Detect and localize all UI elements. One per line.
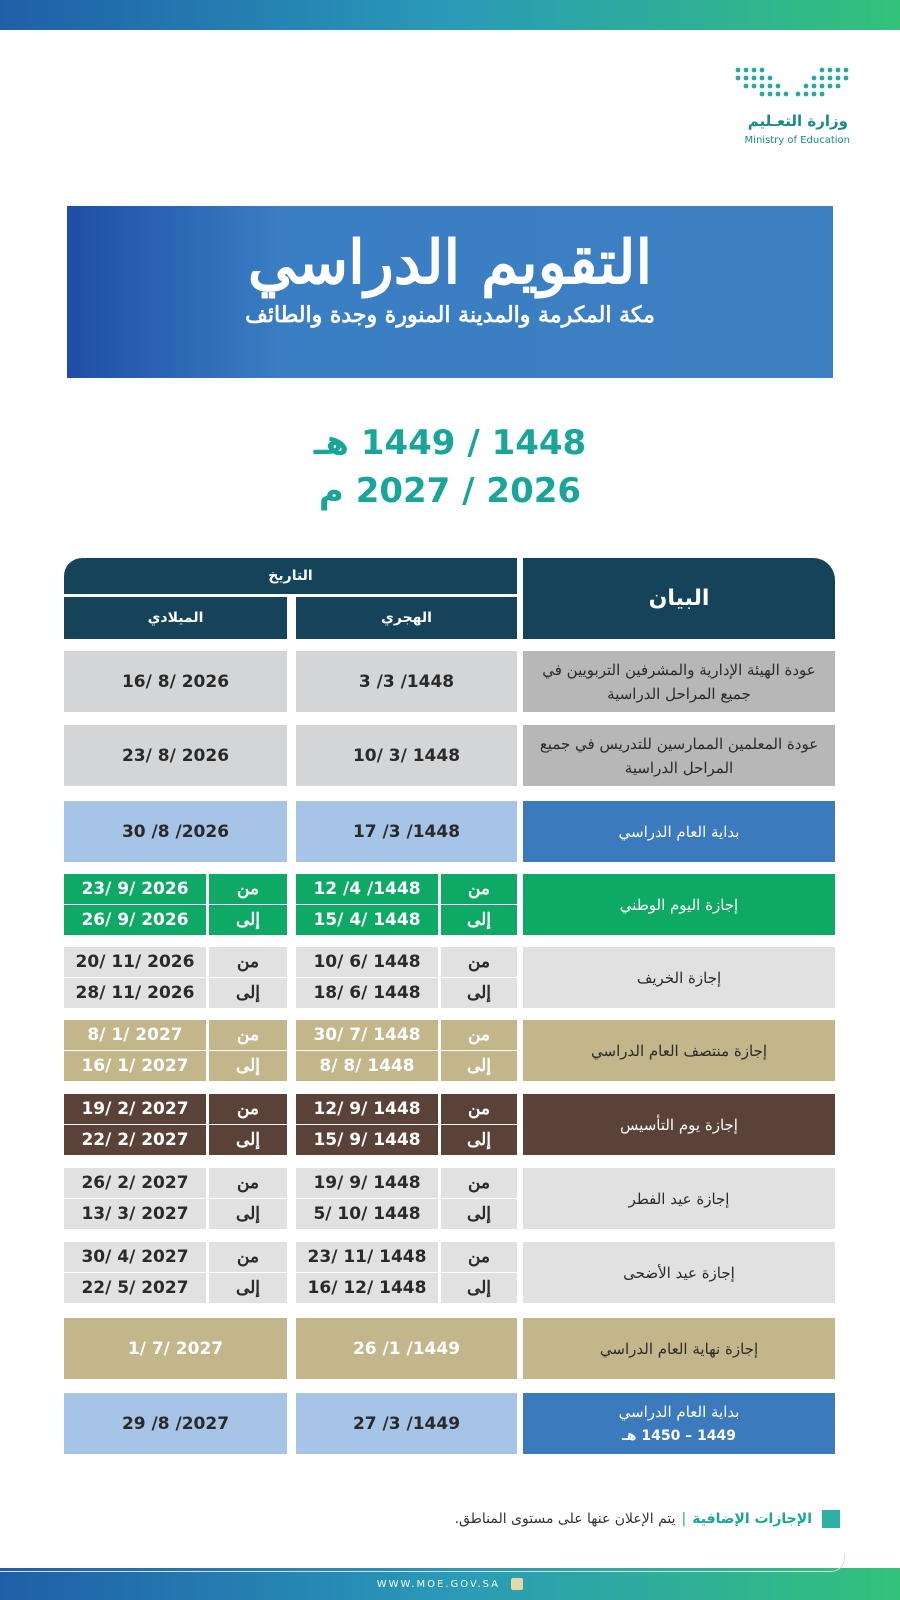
hijri-to-date: 5/ 10/ 1448: [296, 1199, 438, 1229]
greg-to-date: 28/ 11/ 2026: [64, 978, 206, 1008]
row-label: إجازة اليوم الوطني: [523, 874, 835, 935]
ministry-name-arabic: وزارة التعـليم: [747, 112, 848, 130]
hijri-from-date: 12/ 9/ 1448: [296, 1094, 438, 1124]
gregorian-date: 16/ 8/ 2026: [64, 651, 287, 712]
greg-to-date: 16/ 1/ 2027: [64, 1051, 206, 1081]
header-hijri: الهجري: [296, 597, 517, 639]
ministry-name-english: Ministry of Education: [744, 135, 850, 146]
row-label: إجازة منتصف العام الدراسي: [523, 1020, 835, 1081]
greg-from-label: من: [209, 1242, 287, 1272]
hijri-from-label: من: [441, 874, 517, 904]
row-label: بداية العام الدراسي: [523, 801, 835, 862]
greg-to-label: إلى: [209, 1199, 287, 1229]
footer-url-text: WWW.MOE.GOV.SA: [376, 1579, 501, 1590]
row-label: إجازة عيد الفطر: [523, 1168, 835, 1229]
hijri-from-label: من: [441, 1020, 517, 1050]
ministry-logo: [710, 66, 850, 156]
greg-from-label: من: [209, 1020, 287, 1050]
title-banner: [67, 206, 833, 378]
greg-to-date: 22/ 2/ 2027: [64, 1125, 206, 1155]
ministry-logo-dots-icon: [734, 66, 850, 102]
hijri-from-date: 23/ 11/ 1448: [296, 1242, 438, 1272]
greg-to-date: 22/ 5/ 2027: [64, 1273, 206, 1303]
top-gradient-bar: [0, 0, 900, 30]
row-label: عودة المعلمين الممارسين للتدريس في جميع المراحل الدراسية: [523, 725, 835, 786]
gregorian-year-range: 2026 / 2027 م: [318, 471, 582, 511]
hijri-date: 27 /3 /1449: [296, 1393, 517, 1454]
greg-from-date: 30/ 4/ 2027: [64, 1242, 206, 1272]
hijri-from-label: من: [441, 1094, 517, 1124]
hijri-to-label: إلى: [441, 1273, 517, 1303]
hijri-to-label: إلى: [441, 905, 517, 935]
greg-from-date: 23/ 9/ 2026: [64, 874, 206, 904]
legend-separator: |: [681, 1511, 687, 1527]
row-label: إجازة يوم التأسيس: [523, 1094, 835, 1155]
legend-title: الإجازات الإضافية: [692, 1511, 812, 1527]
gregorian-date: 29 /8 /2027: [64, 1393, 287, 1454]
hijri-from-date: 19/ 9/ 1448: [296, 1168, 438, 1198]
greg-to-label: إلى: [209, 905, 287, 935]
row-label: إجازة نهاية العام الدراسي: [523, 1318, 835, 1379]
hijri-to-date: 15/ 9/ 1448: [296, 1125, 438, 1155]
hijri-from-label: من: [441, 947, 517, 977]
hijri-date: 26 /1 /1449: [296, 1318, 517, 1379]
gregorian-date: 23/ 8/ 2026: [64, 725, 287, 786]
legend-text: يتم الإعلان عنها على مستوى المناطق.: [454, 1511, 676, 1527]
greg-to-label: إلى: [209, 978, 287, 1008]
emblem-icon: [511, 1578, 523, 1590]
header-bayan: البيان: [523, 558, 835, 639]
footer-curve: [0, 1554, 845, 1572]
header-date: التاريخ: [64, 558, 517, 594]
hijri-to-date: 8/ 8/ 1448: [296, 1051, 438, 1081]
hijri-from-label: من: [441, 1242, 517, 1272]
hijri-year-range: 1448 / 1449 هـ: [313, 423, 587, 463]
hijri-date: 3 /3 /1448: [296, 651, 517, 712]
hijri-from-date: 12 /4 /1448: [296, 874, 438, 904]
greg-to-label: إلى: [209, 1273, 287, 1303]
hijri-to-date: 18/ 6/ 1448: [296, 978, 438, 1008]
row-label: [523, 1393, 835, 1454]
hijri-to-label: إلى: [441, 1199, 517, 1229]
hijri-to-label: إلى: [441, 1051, 517, 1081]
greg-to-date: 26/ 9/ 2026: [64, 905, 206, 935]
hijri-from-date: 10/ 6/ 1448: [296, 947, 438, 977]
footer-url[interactable]: [0, 1578, 900, 1590]
hijri-to-date: 15/ 4/ 1448: [296, 905, 438, 935]
row-label: عودة الهيئة الإدارية والمشرفين التربويين في جميع المراحل الدراسية: [523, 651, 835, 712]
hijri-to-label: إلى: [441, 978, 517, 1008]
greg-from-date: 20/ 11/ 2026: [64, 947, 206, 977]
hijri-date: 17 /3 /1448: [296, 801, 517, 862]
row-label-line2: 1449 – 1450 هـ: [621, 1427, 737, 1444]
hijri-from-date: 30/ 7/ 1448: [296, 1020, 438, 1050]
greg-from-date: 8/ 1/ 2027: [64, 1020, 206, 1050]
greg-from-date: 26/ 2/ 2027: [64, 1168, 206, 1198]
legend: [455, 1510, 840, 1528]
row-label: إجازة الخريف: [523, 947, 835, 1008]
header-gregorian: الميلادي: [64, 597, 287, 639]
greg-from-label: من: [209, 1094, 287, 1124]
greg-from-label: من: [209, 947, 287, 977]
greg-to-label: إلى: [209, 1051, 287, 1081]
greg-from-label: من: [209, 1168, 287, 1198]
greg-to-date: 13/ 3/ 2027: [64, 1199, 206, 1229]
row-label-line1: بداية العام الدراسي: [618, 1402, 740, 1421]
gregorian-date: 30 /8 /2026: [64, 801, 287, 862]
page-subtitle: مكة المكرمة والمدينة المنورة وجدة والطائف: [245, 302, 655, 328]
hijri-to-label: إلى: [441, 1125, 517, 1155]
page-title: التقويم الدراسي: [247, 228, 653, 298]
hijri-date: 10/ 3/ 1448: [296, 725, 517, 786]
gregorian-date: 1/ 7/ 2027: [64, 1318, 287, 1379]
greg-from-label: من: [209, 874, 287, 904]
hijri-from-label: من: [441, 1168, 517, 1198]
legend-swatch: [822, 1510, 840, 1528]
greg-to-label: إلى: [209, 1125, 287, 1155]
row-label: إجازة عيد الأضحى: [523, 1242, 835, 1303]
hijri-to-date: 16/ 12/ 1448: [296, 1273, 438, 1303]
greg-from-date: 19/ 2/ 2027: [64, 1094, 206, 1124]
